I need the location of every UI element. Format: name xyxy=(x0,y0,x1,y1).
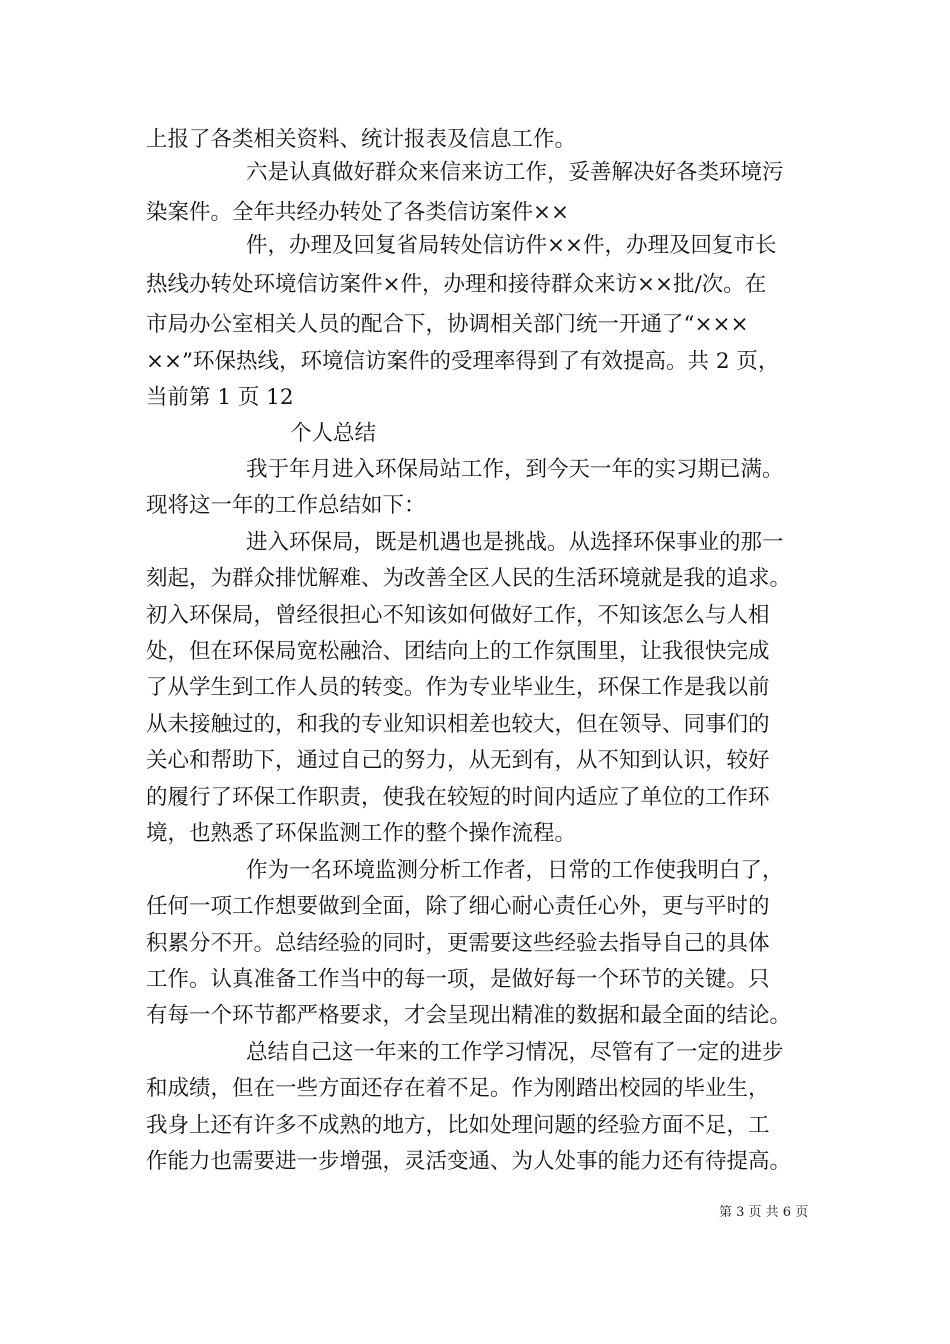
text-line-24: 工作。认真准备工作当中的每一项，是做好每一个环节的关键。只 xyxy=(146,967,770,992)
text-line-21: 作为一名环境监测分析工作者，日常的工作使我明白了， xyxy=(246,858,784,883)
text-line-7: ××”环保热线，环境信访案件的受理率得到了有效提高。共 2 页， xyxy=(146,349,780,374)
text-line-18: 关心和帮助下，通过自己的努力，从无到有，从不知到认识，较好 xyxy=(146,748,770,773)
text-line-3: 染案件。全年共经办转处了各类信访案件×× xyxy=(146,200,570,225)
text-line-20: 境，也熟悉了环保监测工作的整个操作流程。 xyxy=(146,821,577,846)
text-line-13: 刻起，为群众排忧解难、为改善全区人民的生活环境就是我的追求。 xyxy=(146,566,792,591)
text-line-14: 初入环保局，曾经很担心不知该如何做好工作，不知该怎么与人相 xyxy=(146,603,770,628)
text-line-29: 作能力也需要进一步增强，灵活变通、为人处事的能力还有待提高。 xyxy=(146,1149,792,1174)
text-line-12: 进入环保局，既是机遇也是挑战。从选择环保事业的那一 xyxy=(246,530,784,555)
text-line-16: 了从学生到工作人员的转变。作为专业毕业生，环保工作是我以前 xyxy=(146,675,770,700)
text-line-17: 从未接触过的，和我的专业知识相差也较大，但在领导、同事们的 xyxy=(146,712,770,737)
text-line-10: 我于年月进入环保局站工作，到今天一年的实习期已满。 xyxy=(246,457,784,482)
text-line-23: 积累分不开。总结经验的同时，更需要这些经验去指导自己的具体 xyxy=(146,931,770,956)
text-line-28: 我身上还有许多不成熟的地方，比如处理问题的经验方面不足，工 xyxy=(146,1113,770,1138)
text-line-5: 热线办转处环境信访案件×件，办理和接待群众来访××批/次。在 xyxy=(146,272,767,297)
text-line-22: 任何一项工作想要做到全面，除了细心耐心责任心外，更与平时的 xyxy=(146,894,770,919)
text-line-15: 处，但在环保局宽松融洽、团结向上的工作氛围里，让我很快完成 xyxy=(146,639,770,664)
text-line-27: 和成绩，但在一些方面还存在着不足。作为刚踏出校园的毕业生， xyxy=(146,1076,770,1101)
text-line-11: 现将这一年的工作总结如下： xyxy=(146,493,426,518)
text-line-19: 的履行了环保工作职责，使我在较短的时间内适应了单位的工作环 xyxy=(146,785,770,810)
text-line-8: 当前第 1 页 12 xyxy=(146,385,294,410)
text-line-4: 件，办理及回复省局转处信访件××件，办理及回复市长 xyxy=(246,233,777,258)
text-line-26: 总结自己这一年来的工作学习情况，尽管有了一定的进步 xyxy=(246,1040,784,1065)
text-line-2: 六是认真做好群众来信来访工作，妥善解决好各类环境污 xyxy=(246,160,784,185)
text-line-6: 市局办公室相关人员的配合下，协调相关部门统一开通了“××× xyxy=(146,312,749,337)
text-line-1: 上报了各类相关资料、统计报表及信息工作。 xyxy=(146,127,577,152)
text-line-25: 有每一个环节都严格要求，才会呈现出精准的数据和最全面的结论。 xyxy=(146,1003,792,1028)
section-heading: 个人总结 xyxy=(290,421,377,446)
page-number-footer: 第 3 页 共 6 页 xyxy=(719,1205,809,1220)
